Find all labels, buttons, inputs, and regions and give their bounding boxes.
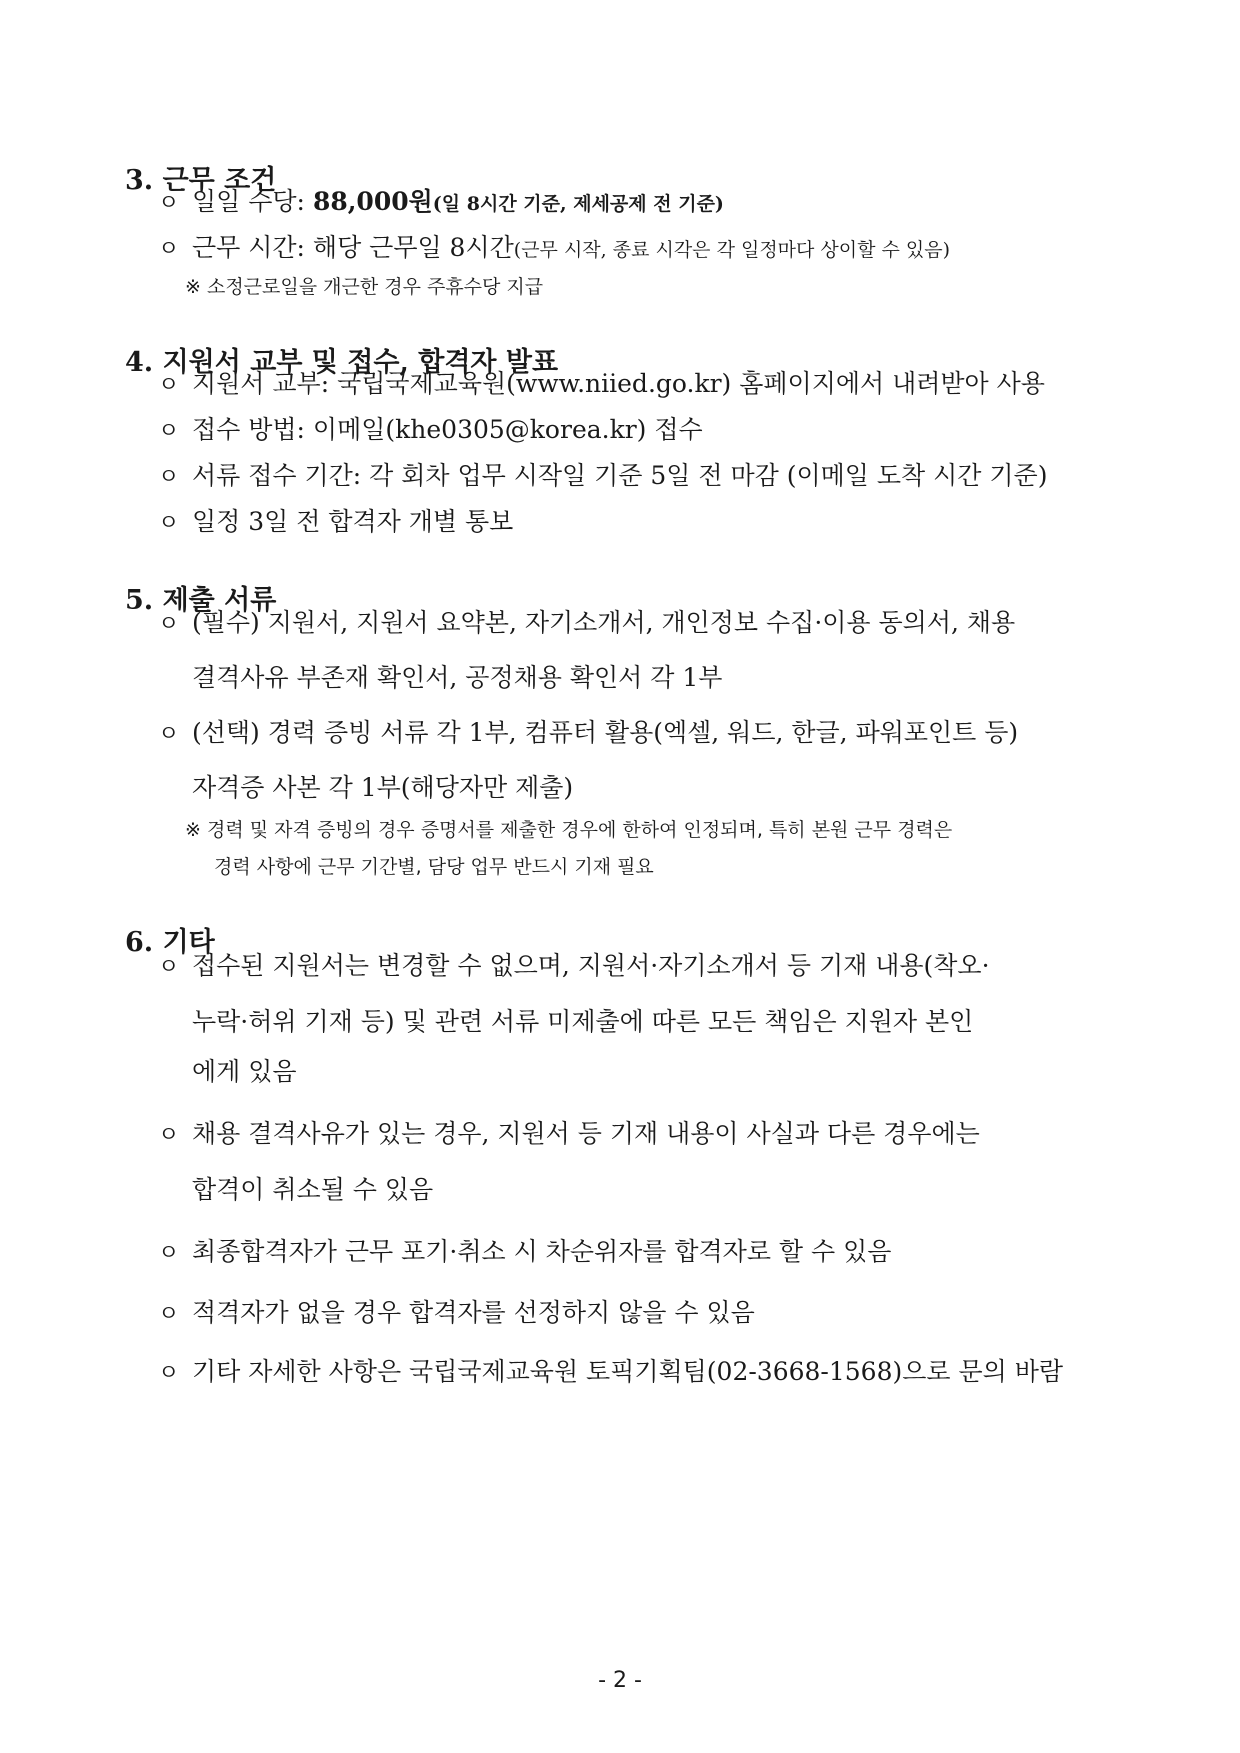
sec6-item-1-line1: 접수된 지원서는 변경할 수 없으며, 지원서·자기소개서 등 기재 내용(착오· — [192, 951, 990, 980]
sec5-item-required-line1: (필수) 지원서, 지원서 요약본, 자기소개서, 개인정보 수집·이용 동의서, 채용 — [192, 608, 1016, 637]
sec5-item-optional-line2: 자격증 사본 각 1부(해당자만 제출) — [192, 773, 574, 802]
allowance-amount: 88,000원 — [312, 187, 433, 216]
bullet-marker: ㅇ — [158, 1123, 180, 1148]
sec5-note-line1: ※ 경력 및 자격 증빙의 경우 증명서를 제출한 경우에 한하여 인정되며, 특히 본원 근무 경력은 — [185, 819, 953, 841]
allowance-label: 일일 수당: — [192, 187, 305, 216]
sec4-item-2-text: 접수 방법: 이메일(khe0305@korea.kr) 접수 — [192, 415, 703, 444]
sec5-note-line2: 경력 사항에 근무 기간별, 담당 업무 반드시 기재 필요 — [214, 856, 654, 878]
bullet-marker: ㅇ — [158, 511, 180, 536]
sec4-item-3-text: 서류 접수 기간: 각 회차 업무 시작일 기준 5일 전 마감 (이메일 도착 시간 기준) — [192, 461, 1048, 490]
sec5-item-optional — [158, 707, 1018, 761]
hours-label: 근무 시간: 해당 근무일 8시간 — [192, 233, 514, 262]
sec3-note: ※ 소정근로일을 개근한 경우 주휴수당 지급 — [185, 276, 544, 298]
sec6-item-2 — [158, 1108, 980, 1162]
bullet-marker: ㅇ — [158, 237, 180, 262]
sec6-item-2-line2: 합격이 취소될 수 있음 — [192, 1175, 434, 1204]
bullet-marker: ㅇ — [158, 465, 180, 490]
section-5-title: 5. 제출 서류 — [125, 585, 277, 616]
sec6-item-3-text: 최종합격자가 근무 포기·취소 시 차순위자를 합격자로 할 수 있음 — [192, 1237, 892, 1266]
sec6-item-4-text: 적격자가 없을 경우 합격자를 선정하지 않을 수 있음 — [192, 1298, 755, 1327]
section-6-title: 6. 기타 — [125, 927, 215, 958]
sec5-item-optional-line1: (선택) 경력 증빙 서류 각 1부, 컴퓨터 활용(엑셀, 워드, 한글, 파워포인트 등) — [192, 718, 1019, 747]
sec6-item-3 — [158, 1226, 891, 1280]
sec6-item-4 — [158, 1287, 755, 1341]
bullet-marker: ㅇ — [158, 419, 180, 444]
sec4-item-4 — [158, 496, 513, 550]
bullet-marker: ㅇ — [158, 955, 180, 980]
bullet-marker: ㅇ — [158, 612, 180, 637]
section-3-title: 3. 근무 조건 — [125, 165, 277, 196]
hours-detail: (근무 시작, 종료 시각은 각 일정마다 상이할 수 있음) — [513, 239, 951, 261]
sec5-item-required — [158, 597, 1015, 651]
bullet-marker: ㅇ — [158, 1241, 180, 1266]
bullet-marker: ㅇ — [158, 722, 180, 747]
sec3-item-hours — [158, 222, 950, 276]
bullet-marker: ㅇ — [158, 1302, 180, 1327]
allowance-detail: (일 8시간 기준, 제세공제 전 기준) — [432, 193, 724, 215]
sec6-item-1 — [158, 940, 990, 994]
bullet-marker: ㅇ — [158, 191, 180, 216]
page-number: - 2 - — [598, 1668, 642, 1693]
sec6-item-5-text: 기타 자세한 사항은 국립국제교육원 토픽기획팀(02-3668-1568)으로 문의 바람 — [192, 1357, 1064, 1386]
section-4-title: 4. 지원서 교부 및 접수, 합격자 발표 — [125, 347, 559, 378]
bullet-marker: ㅇ — [158, 373, 180, 398]
sec6-item-5 — [158, 1346, 1063, 1400]
sec4-item-4-text: 일정 3일 전 합격자 개별 통보 — [192, 507, 514, 536]
sec4-item-1-text: 지원서 교부: 국립국제교육원(www.niied.go.kr) 홈페이지에서 내려받아 사용 — [192, 369, 1045, 398]
sec6-item-1-line2: 누락·허위 기재 등) 및 관련 서류 미제출에 따른 모든 책임은 지원자 본인 — [192, 1007, 974, 1036]
sec6-item-2-line1: 채용 결격사유가 있는 경우, 지원서 등 기재 내용이 사실과 다른 경우에는 — [192, 1119, 980, 1148]
bullet-marker: ㅇ — [158, 1361, 180, 1386]
sec5-item-required-line2: 결격사유 부존재 확인서, 공정채용 확인서 각 1부 — [192, 663, 723, 692]
sec6-item-1-line3: 에게 있음 — [192, 1057, 297, 1086]
